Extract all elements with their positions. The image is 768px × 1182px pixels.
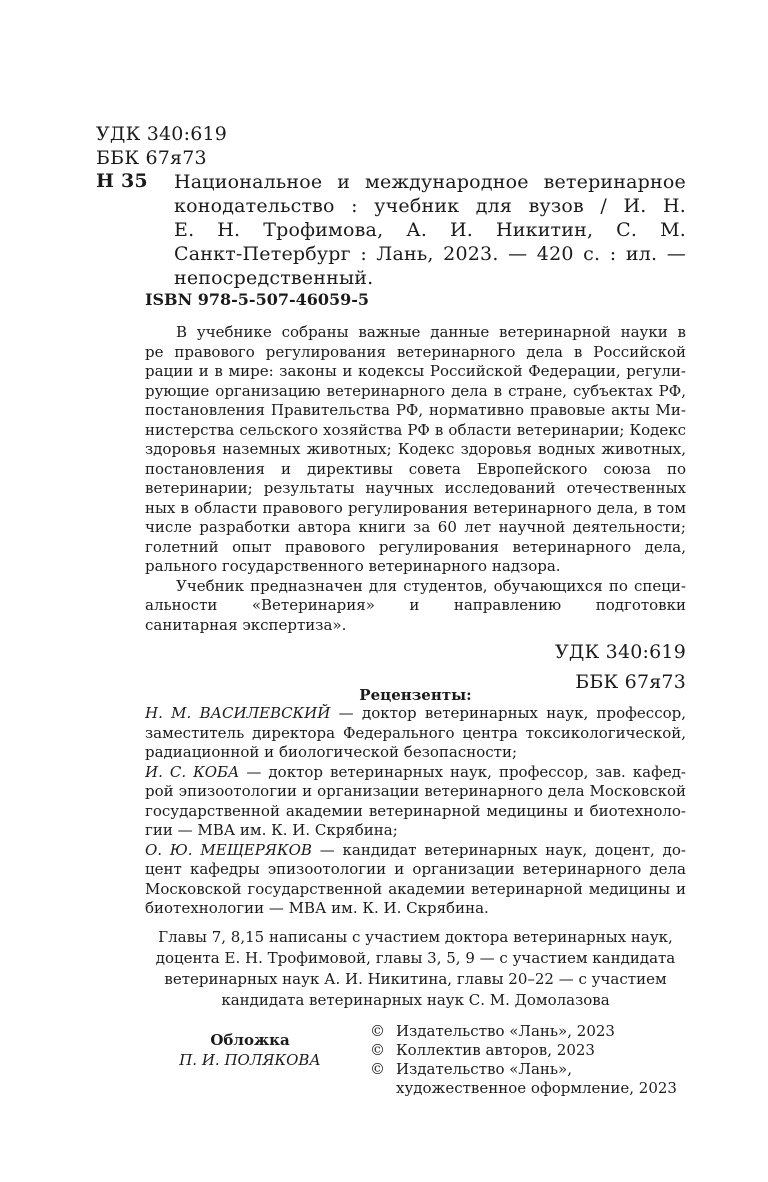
abstract-line: постановления Правительства РФ, нормативно правовые акты Ми- — [145, 401, 686, 419]
abstract-line: нистерства сельского хозяйства РФ в области ветеринарии; Кодекс — [145, 420, 686, 439]
title-line: непосредственный. — [174, 267, 374, 289]
bibliographic-header — [96, 122, 686, 289]
reviewer-line: рой эпизоотологии и организации ветеринарного дела Московской — [145, 782, 686, 800]
abstract-line: голетний опыт правового регулирования ветеринарного дела, — [145, 537, 686, 556]
copyright-symbol: © — [370, 1022, 385, 1040]
abstract-line: постановления и директивы совета Европейского союза по — [145, 459, 686, 478]
reviewer-line: государственной академии ветеринарной медицины и биотехноло- — [145, 801, 686, 820]
reviewer-line: Московской государственной академии ветеринарной медицины и — [145, 879, 686, 898]
copyright-block — [370, 1022, 677, 1098]
abstract-line: ре правового регулирования ветеринарного дела в Российской — [145, 342, 686, 361]
abstract-line: рации и в мире: законы и кодексы Российской Федерации, регули- — [145, 362, 686, 380]
cover-credit — [150, 1030, 350, 1070]
reviewer-line: заместитель директора Федерального центра токсикологической, — [145, 723, 686, 742]
reviewer-line: биотехнологии — МВА им. К. И. Скрябина. — [145, 899, 489, 917]
isbn: ISBN 978-5-507-46059-5 — [145, 290, 370, 309]
copyright-line: © Коллектив авторов, 2023 — [370, 1041, 595, 1059]
copyright-line: © Издательство «Лань», 2023 — [370, 1022, 615, 1040]
note-line: ветеринарных наук А. И. Никитина, главы 20–22 — с участием — [164, 970, 667, 988]
cover-author: П. И. ПОЛЯКОВА — [179, 1051, 321, 1069]
reviewer-name: Н. М. ВАСИЛЕВСКИЙ — [145, 704, 331, 722]
abstract-line: рального государственного ветеринарного надзора. — [145, 557, 561, 575]
abstract-line: В учебнике собраны важные данные ветеринарной науки в — [176, 323, 686, 341]
abstract-line: альности «Ветеринария» и направлению подготовки — [145, 596, 686, 614]
reviewer-line: гии — МВА им. К. И. Скрябина; — [145, 821, 398, 839]
reviewers-heading: Рецензенты: — [359, 686, 472, 704]
reviewer-line: радиационной и биологической безопасности; — [145, 743, 518, 761]
bbk-code: ББК 67я73 — [96, 147, 207, 169]
reviewer-line: Н. М. ВАСИЛЕВСКИЙ — доктор ветеринарных наук, профессор, — [145, 704, 686, 722]
reviewer-line: цент кафедры эпизоотологии и организации ветеринарного дела — [145, 860, 686, 878]
copyright-symbol: © — [370, 1041, 385, 1059]
abstract-line: ных в области правового регулирования ветеринарного дела, в том — [145, 498, 686, 517]
bbk-code-right: ББК 67я73 — [575, 671, 686, 693]
abstract-line: числе разработки автора книги за 60 лет научной деятельности; — [145, 518, 686, 536]
abstract — [145, 323, 686, 635]
author-mark: Н 35 — [96, 170, 148, 192]
copyright-line: © Издательство «Лань», — [370, 1060, 573, 1078]
abstract-line: рующие организацию ветеринарного дела в стране, субъектах РФ, — [145, 381, 686, 400]
reviewer-line: И. С. КОБА — доктор ветеринарных наук, профессор, зав. кафед- — [145, 762, 686, 781]
copyright-symbol: © — [370, 1060, 385, 1078]
abstract-line: ветеринарии; результаты научных исследований отечественных — [145, 479, 686, 497]
bibliographic-description — [174, 170, 686, 290]
abstract-line: Учебник предназначен для студентов, обучающихся по специ- — [176, 576, 686, 595]
reviewer-name: О. Ю. МЕЩЕРЯКОВ — [145, 840, 312, 859]
title-line: Е. Н. Трофимова, А. И. Никитин, С. М. — [174, 219, 686, 241]
copyright-line: художественное оформление, 2023 — [396, 1079, 677, 1097]
note-line: кандидата ветеринарных наук С. М. Домолазова — [221, 991, 610, 1009]
udk-code: УДК 340:619 — [96, 123, 228, 145]
title-line: Санкт-Петербург : Лань, 2023. — 420 с. : ил. — — [174, 243, 686, 265]
chapters-note — [145, 927, 686, 1011]
abstract-line: санитарная экспертиза». — [145, 615, 347, 634]
abstract-line: здоровья наземных животных; Кодекс здоровья водных животных, — [145, 440, 686, 458]
title-line: конодательство : учебник для вузов / И. Н. — [174, 195, 686, 217]
note-line: доцента Е. Н. Трофимовой, главы 3, 5, 9 — с участием кандидата — [155, 949, 676, 967]
reviewer-name: И. С. КОБА — [145, 762, 240, 781]
note-line: Главы 7, 8,15 написаны с участием доктора ветеринарных наук, — [158, 928, 673, 946]
title-line: Национальное и международное ветеринарное — [174, 171, 686, 193]
cover-label: Обложка — [210, 1031, 290, 1049]
reviewer-line: О. Ю. МЕЩЕРЯКОВ — кандидат ветеринарных наук, доцент, до- — [145, 840, 686, 859]
udk-code-right: УДК 340:619 — [554, 641, 686, 663]
reviewers-list — [145, 704, 686, 919]
